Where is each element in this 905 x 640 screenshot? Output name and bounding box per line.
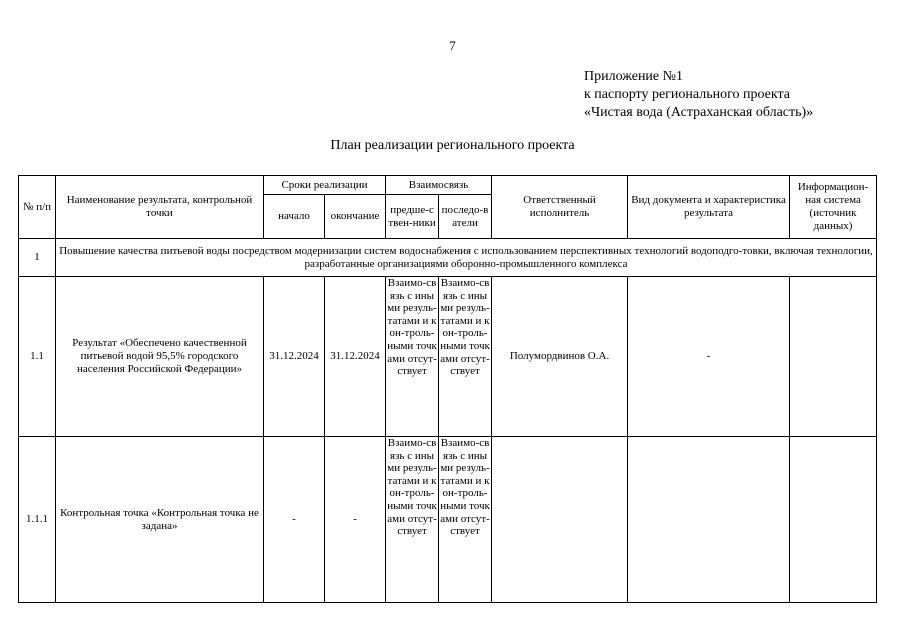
- row-1-text: Повышение качества питьевой воды посредством модернизации систем водоснабжения с использованием перспективных технологий водоподго-товки, включая технологии, разработанные организациями оборонно-промышленного комплекса: [56, 239, 877, 277]
- table-row: [19, 277, 877, 437]
- row-1-1-start: 31.12.2024: [264, 277, 325, 437]
- row-1-1-1-end: -: [325, 437, 386, 603]
- row-1-1-1-info-system: [790, 437, 877, 603]
- header-end: окончание: [325, 195, 386, 239]
- row-1-1-1-doc-type: [628, 437, 790, 603]
- row-1-1-end: 31.12.2024: [325, 277, 386, 437]
- row-1-1-1-responsible: [492, 437, 628, 603]
- header-num: № п/п: [19, 176, 56, 239]
- appendix-block: [584, 68, 813, 122]
- row-1-1-responsible: Полумордвинов О.А.: [492, 277, 628, 437]
- header-predecessors: предше-ствен-ники: [386, 195, 439, 239]
- header-terms: Сроки реализации: [264, 176, 386, 195]
- header-info-system: Информацион-ная система (источник данных): [790, 176, 877, 239]
- row-1-1-doc-type: -: [628, 277, 790, 437]
- row-1-1-1-num: 1.1.1: [19, 437, 56, 603]
- row-1-1-1-predecessors: Взаимо-связь с иными резуль-татами и кон-троль-ными точками отсут-ствует: [386, 437, 439, 603]
- row-1-1-1-successors: Взаимо-связь с иными резуль-татами и кон-троль-ными точками отсут-ствует: [439, 437, 492, 603]
- appendix-line-1: Приложение №1: [584, 69, 683, 84]
- header-successors: последо-ватели: [439, 195, 492, 239]
- row-1-1-name: Результат «Обеспечено качественной питьевой водой 95,5% городского населения Российской Федерации»: [56, 277, 264, 437]
- header-name: Наименование результата, контрольной точки: [56, 176, 264, 239]
- plan-table: [18, 175, 877, 603]
- header-relation: Взаимосвязь: [386, 176, 492, 195]
- header-doc-type: Вид документа и характеристика результата: [628, 176, 790, 239]
- plan-title: План реализации регионального проекта: [330, 138, 575, 153]
- row-1-1-successors: Взаимо-связь с иными резуль-татами и кон-троль-ными точками отсут-ствует: [439, 277, 492, 437]
- header-responsible: Ответственный исполнитель: [492, 176, 628, 239]
- appendix-line-3: «Чистая вода (Астраханская область)»: [584, 105, 814, 120]
- row-1-1-predecessors: Взаимо-связь с иными резуль-татами и кон-троль-ными точками отсут-ствует: [386, 277, 439, 437]
- table-row: [19, 437, 877, 603]
- row-1-1-1-start: -: [264, 437, 325, 603]
- row-1-1-1-name: Контрольная точка «Контрольная точка не задана»: [56, 437, 264, 603]
- appendix-line-2: к паспорту регионального проекта: [584, 87, 790, 102]
- row-1-num: 1: [19, 239, 56, 277]
- row-1-1-info-system: [790, 277, 877, 437]
- page-number: 7: [449, 38, 456, 53]
- row-1-1-num: 1.1: [19, 277, 56, 437]
- header-start: начало: [264, 195, 325, 239]
- table-row: [19, 239, 877, 277]
